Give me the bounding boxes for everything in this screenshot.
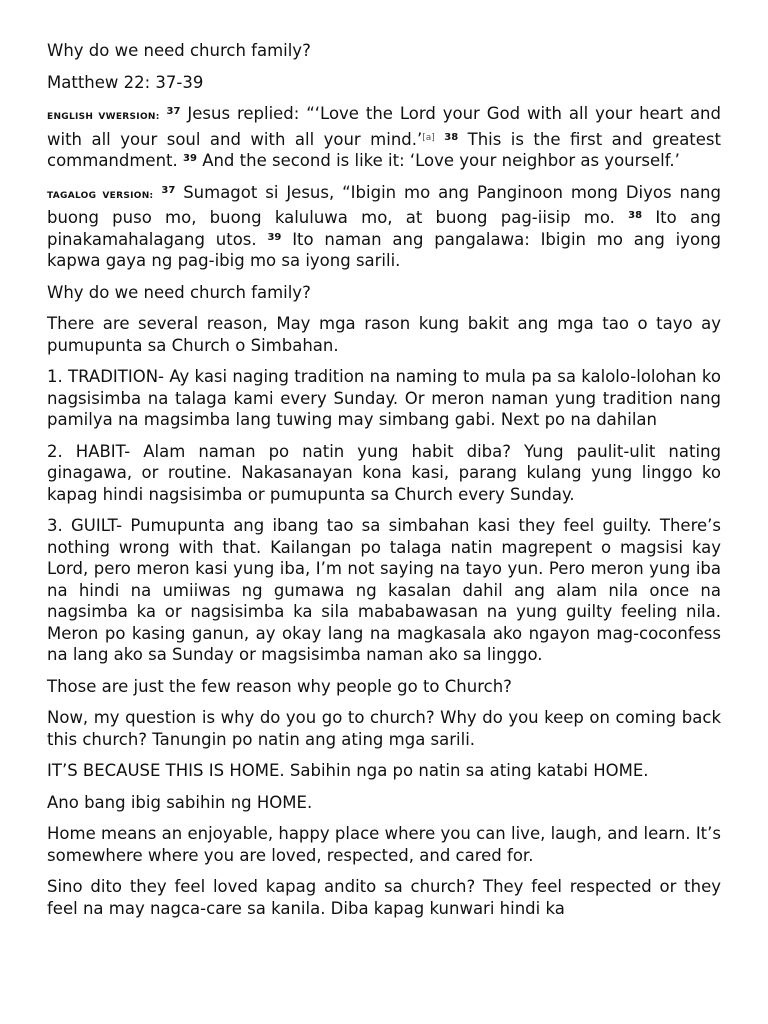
verse-number-37: 37	[161, 184, 176, 196]
paragraph: 2. HABIT- Alam naman po natin yung habit diba? Yung paulit-ulit nating ginagawa, or routine. Nakasanayan kona kasi, parang kulang yung linggo ko kapag hindi nagsisimba or pumupunta sa Church every Sunday.	[47, 441, 721, 504]
heading: Why do we need church family?	[47, 41, 311, 60]
verse-text-38: Ito ang pinakamahalagang utos.	[47, 208, 722, 249]
english-version-label: ENGLISH VWERSION:	[47, 112, 160, 122]
verse-text-39: And the second is like it: ‘Love your neighbor as yourself.’	[202, 151, 680, 170]
paragraph: Home means an enjoyable, happy place where you can live, laugh, and learn. It’s somewhere where you are loved, respected, and cared for.	[47, 824, 721, 865]
paragraph: 1. TRADITION- Ay kasi naging tradition na naming to mula pa sa kalolo-lolohan ko nagsisimba na talaga kami every Sunday. Or meron naman yung tradition nang pamilya na magsimba lang tuwing may simbang gabi. Next po na dahilan	[47, 367, 721, 429]
footnote-link[interactable]: [a]	[422, 132, 435, 143]
tagalog-version-passage	[47, 182, 721, 272]
verse-number-37: 37	[166, 106, 181, 117]
scripture-reference: Matthew 22: 37-39	[47, 72, 204, 92]
verse-text-37: Sumagot si Jesus, “Ibigin mo ang Panginoon mong Diyos nang buong puso mo, buong kaluluwa mo, at buong pag-iisip mo.	[47, 182, 721, 227]
paragraph: IT’S BECAUSE THIS IS HOME. Sabihin nga po natin sa ating katabi HOME.	[47, 761, 649, 780]
verse-number-38: 38	[628, 210, 643, 221]
verse-number-39: 39	[183, 153, 197, 164]
paragraph: Why do we need church family?	[47, 282, 311, 302]
verse-text-39: Ito naman ang pangalawa: Ibigin mo ang iyong kapwa gaya ng pag-ibig mo sa iyong sarili.	[47, 229, 722, 270]
paragraph: There are several reason, May mga rason kung bakit ang mga tao o tayo ay pumupunta sa Church o Simbahan.	[47, 314, 721, 355]
english-version-passage	[47, 103, 721, 172]
paragraph: Those are just the few reason why people go to Church?	[47, 676, 512, 696]
verse-number-38: 38	[444, 131, 459, 143]
paragraph: 3. GUILT- Pumupunta ang ibang tao sa simbahan kasi they feel guilty. There’s nothing wrong with that. Kailangan po talaga natin magrepent o magsisi kay Lord, pero meron kasi yung iba, I’m not saying na tayo yun. Pero meron yung iba na hindi na umiiwas ng gumawa ng kasalan dahil ang alam nila once na nagsimba ka or nagsisimba ka sila mababawasan na yung guilty feeling nila. Meron po kasing ganun, ay okay lang na magkasala ako ngayon mag-coconfess na lang ako sa Sunday or magsisimba naman ako sa linggo.	[47, 516, 721, 664]
verse-text-37: Jesus replied: “‘Love the Lord your God with all your heart and with all your soul and with all your mind.’	[47, 104, 721, 149]
paragraph: Sino dito they feel loved kapag andito sa church? They feel respected or they feel na may nagca-care sa kanila. Diba kapag kunwari hindi ka	[47, 877, 721, 918]
paragraph: Ano bang ibig sabihin ng HOME.	[47, 792, 313, 812]
paragraph: Now, my question is why do you go to church? Why do you keep on coming back this church? Tanungin po natin ang ating mga sarili.	[47, 708, 721, 749]
verse-number-39: 39	[267, 231, 282, 243]
tagalog-version-label: TAGALOG VERSION:	[47, 190, 154, 201]
verse-text-38: This is the first and greatest commandment.	[47, 129, 721, 170]
